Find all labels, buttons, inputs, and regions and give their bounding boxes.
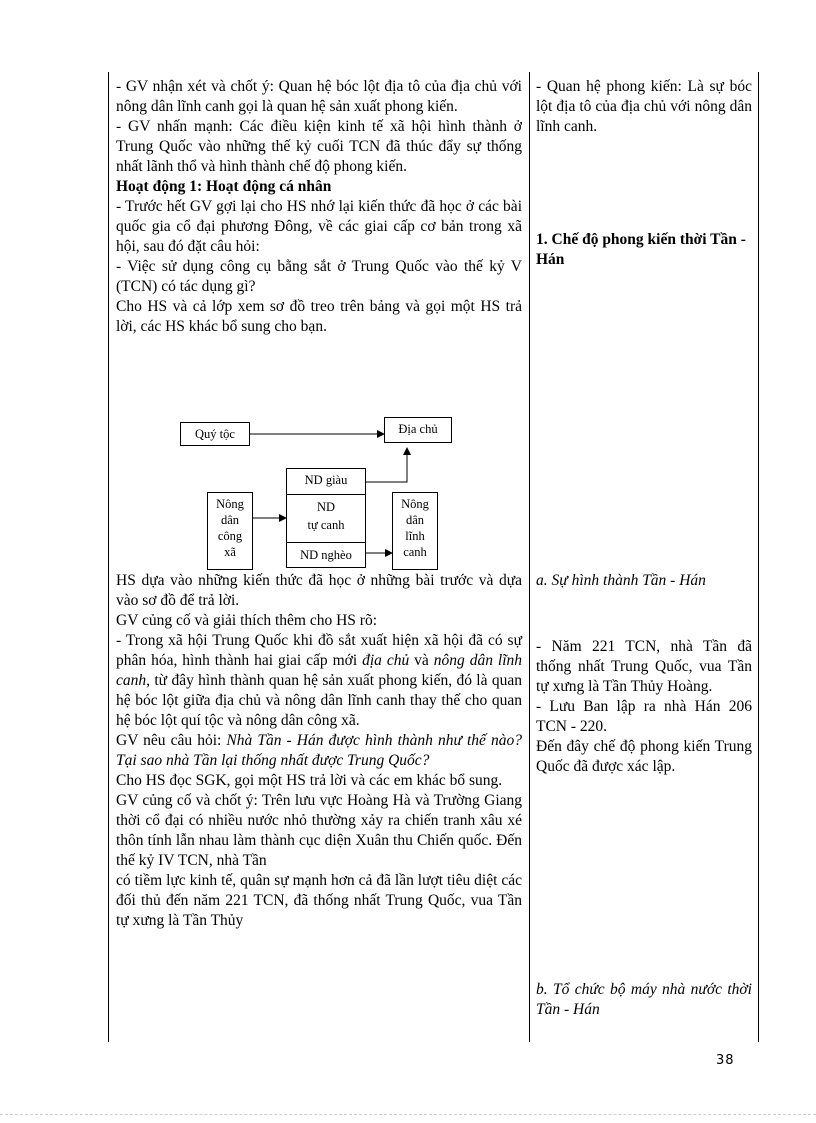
label-nd-tu-canh-line2: tự canh [307, 518, 345, 532]
paragraph-question-cong-cu: - Việc sử dụng công cụ bằng sắt ở Trung Quốc vào thế kỷ V (TCN) có tác dụng gì? [116, 258, 522, 295]
label-line: lĩnh [405, 529, 425, 543]
text-run: , từ đây hình thành quan hệ sản xuất phong kiến, đó là quan hệ bóc lột giữa địa chủ và nông dân lĩnh canh thay thế cho quan hệ bóc lột quí tộc và nông dân công xã. [116, 672, 522, 729]
right-notes-block [536, 637, 752, 777]
table-right-border [758, 72, 759, 1042]
table-middle-border [529, 72, 530, 1042]
label-dia-chu: Địa chủ [398, 422, 438, 436]
paragraph-cho-hs-doc: Cho HS đọc SGK, gọi một HS trả lời và các em khác bổ sung. [116, 772, 503, 789]
paragraph-cho-hs-xem: Cho HS và cả lớp xem sơ đồ treo trên bảng và gọi một HS trả lời, các HS khác bổ sung cho bạn. [116, 298, 522, 335]
label-line: xã [224, 545, 236, 559]
subheading-su-hinh-thanh: a. Sự hình thành Tần - Hán [536, 572, 706, 589]
paragraph-trong-xa-hoi [116, 631, 522, 731]
italic-term-dia-chu: địa chủ [362, 652, 410, 669]
page-footer-dashed-line [0, 1114, 816, 1115]
right-subheading-a [536, 571, 752, 591]
paragraph-gv-nhan-xet: - GV nhận xét và chốt ý: Quan hệ bóc lột địa tô của địa chủ với nông dân lĩnh canh gọi là quan hệ sản xuất phong kiến. [116, 78, 522, 115]
note-quan-he-phong-kien: - Quan hệ phong kiến: Là sự bóc lột địa tô của địa chủ với nông dân lĩnh canh. [536, 78, 752, 135]
box-dia-chu [384, 417, 452, 443]
text-run: và [409, 652, 434, 669]
box-quy-toc [180, 422, 250, 446]
box-nong-dan-linh-canh [392, 492, 438, 570]
arrow-nd-giau-to-dia-chu [365, 448, 407, 482]
italic-term-nong-dan-linh-canh: nông dân lĩnh canh [116, 652, 523, 689]
text-run: - Trong xã hội Trung Quốc khi đồ sắt xuất hiện xã hội đã có sự phân hóa, hình thành hai giai cấp mới [116, 632, 522, 669]
label-nd-tu-canh-line1: ND [316, 500, 336, 514]
note-nam-221: - Năm 221 TCN, nhà Tần đã thống nhất Trung Quốc, vua Tần tự xưng là Tần Thủy Hoàng. [536, 638, 752, 695]
table-left-border [108, 72, 109, 1042]
label-quy-toc: Quý tộc [195, 427, 235, 441]
text-run: GV nêu câu hỏi: [116, 732, 227, 749]
divider-nd-giau [286, 494, 366, 495]
label-nd-giau: ND giàu [304, 473, 348, 487]
paragraph-gv-nhan-manh: - GV nhấn mạnh: Các điều kiện kinh tế xã hội hình thành ở Trung Quốc vào những thế kỷ cuối TCN đã thúc đẩy sự thống nhất lãnh thổ và hình thành chế độ phong kiến. [116, 118, 522, 175]
italic-question: Nhà Tần - Hán được hình thành như thế nào? Tại sao nhà Tần lại thống nhất được Trung Quốc? [116, 732, 522, 769]
heading-hoat-dong-1: Hoạt động 1: Hoạt động cá nhân [116, 178, 332, 195]
left-column [116, 77, 522, 337]
label-line: canh [403, 545, 427, 559]
social-class-diagram [116, 410, 522, 570]
paragraph-co-tiem-luc: có tiềm lực kinh tế, quân sự mạnh hơn cả đã lần lượt tiêu diệt các đối thủ đến năm 221 TCN, đã thống nhất Trung Quốc, vua Tần tự xưng là Tần Thủy [116, 872, 522, 929]
subheading-to-chuc-bo-may: b. Tổ chức bộ máy nhà nước thời Tần - Hán [536, 981, 752, 1018]
box-nong-dan-cong-xa [207, 492, 253, 570]
page-number: 38 [716, 1053, 735, 1068]
right-subheading-b-block [536, 980, 752, 1020]
divider-nd-ngheo [286, 542, 366, 543]
section-heading-che-do-phong-kien: 1. Chế độ phong kiến thời Tần - Hán [536, 231, 746, 268]
right-column [536, 77, 752, 137]
label-line: dân [405, 513, 425, 527]
label-line: Nông [401, 497, 429, 511]
paragraph-gv-chot-y: GV củng cố và chốt ý: Trên lưu vực Hoàng Hà và Trường Giang thời cổ đại có nhiều nước nhỏ thường xảy ra chiến tranh xâu xé thôn tính lẫn nhau làm thành cục diện Xuân thu Chiến quốc. Đến thế kỷ IV TCN, nhà Tần [116, 792, 522, 869]
note-luu-ban: - Lưu Ban lập ra nhà Hán 206 TCN - 220. [536, 698, 752, 735]
paragraph-gv-neu-cau-hoi [116, 731, 522, 771]
left-column-lower [116, 571, 522, 931]
note-den-day: Đến đây chế độ phong kiến Trung Quốc đã được xác lập. [536, 738, 752, 775]
paragraph-gv-cung-co: GV củng cố và giải thích thêm cho HS rõ: [116, 612, 378, 629]
paragraph-hs-dua-vao: HS dựa vào những kiến thức đã học ở những bài trước và dựa vào sơ đồ để trả lời. [116, 572, 522, 609]
label-nd-ngheo: ND nghèo [300, 548, 352, 562]
label-line: dân [220, 513, 240, 527]
right-heading-block [536, 230, 752, 270]
label-line: Nông [216, 497, 244, 511]
paragraph-truoc-het: - Trước hết GV gợi lại cho HS nhớ lại kiến thức đã học ở các bài quốc gia cổ đại phương Đông, về các giai cấp cơ bản trong xã hội, sau đó đặt câu hỏi: [116, 198, 522, 255]
label-line: công [217, 529, 243, 543]
